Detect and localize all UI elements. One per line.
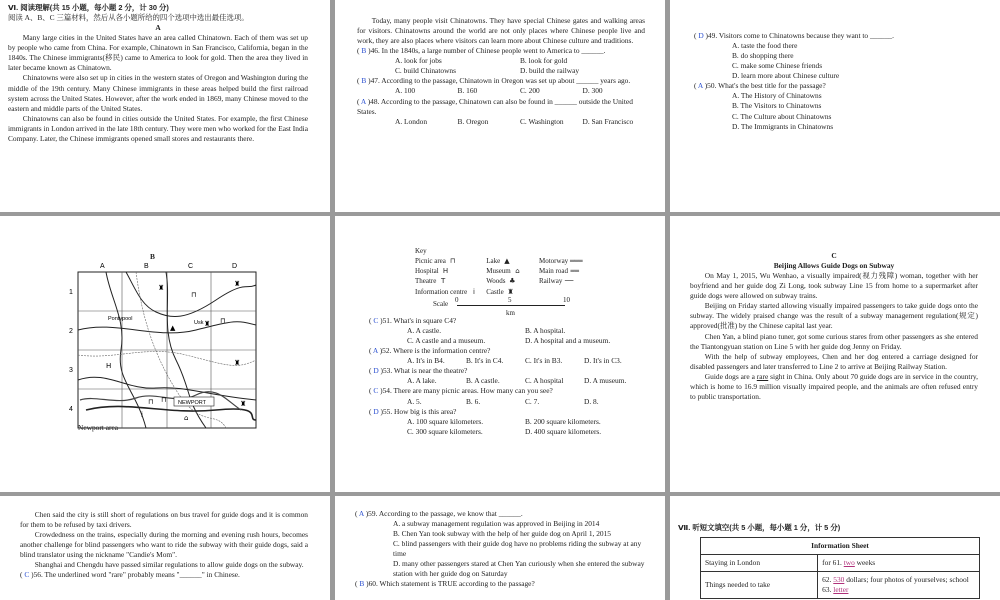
options: A. 100 square kilometers. B. 200 square kilometers. C. 300 square kilometers. D. 400 square kilometers. [407, 416, 602, 436]
paragraph: Crowdedness on the trains, especially during the morning and evening rush hours, becomes another challenge for blind passengers who want to ride the subway with their guide dogs, said a blind translator using the nickname "Candie's Mom". [20, 530, 308, 560]
castle-icon: ♜ [507, 287, 514, 296]
key-item: Theatre T [415, 276, 486, 286]
col-label-b: B [144, 263, 149, 270]
option: B. The Visitors to Chinatowns [732, 101, 822, 111]
section-instruction: 阅读 A、B、C 三篇材料，然后从各小题所给的四个选项中选出最佳选项。 [8, 13, 249, 23]
option: A. taste the food there [732, 41, 798, 51]
museum-icon: ⌂ [184, 414, 189, 422]
answer: D [698, 31, 704, 40]
hospital-icon: H [442, 267, 449, 276]
table-row: Things needed to take 62. 530 dollars; four photos of yourselves; school 63. letter [701, 572, 980, 599]
key-item: Information centre i [415, 287, 486, 297]
answer: A [697, 81, 703, 91]
question-52: ( A )52. Where is the information centre? [369, 346, 491, 356]
passage-label: C [831, 251, 837, 260]
passage-label: B [150, 252, 155, 261]
answer: B [359, 579, 365, 589]
passage-title: Beijing Allows Guide Dogs on Subway [773, 261, 895, 271]
railway-icon: ── [564, 277, 574, 286]
paragraph: Shanghai and Chengdu have passed similar regulations to allow guide dogs on the subway. [34, 560, 304, 570]
place-pontypool: Pontypool [108, 316, 133, 322]
theatre-icon: T [440, 277, 446, 286]
options [357, 56, 645, 76]
paragraph: With the help of subway employees, Chen and her dog entered a carriage designed for disabled passengers and later transferred to Line 2 to arrive at Beijing Railway Station. [690, 351, 978, 371]
option: C. 200 [520, 86, 540, 96]
scale-bar: Scale 0 5 10 km [433, 295, 570, 317]
option: D. San Francisco [582, 116, 634, 126]
answer: D [373, 366, 379, 376]
option: C. Washington [520, 116, 564, 126]
castle-icon: ♜ [204, 320, 211, 328]
option: D. learn more about Chinese culture [732, 71, 840, 81]
row-label-1: 1 [69, 289, 73, 296]
options: A. A lake. B. A castle. C. A hospital D. A museum. [407, 376, 627, 386]
key-item: Castle ♜ [486, 287, 514, 296]
castle-icon: ♜ [234, 280, 241, 288]
question-55: ( D )55. How big is this area? [369, 406, 457, 416]
question-47: ( B )47. According to the passage, Chinatown in Oregon was set up about ______ years ago. [357, 76, 631, 86]
castle-icon: ♜ [240, 400, 247, 408]
key-item: Motorway ═══ [539, 257, 583, 266]
page-passage-b-map [0, 216, 330, 492]
paragraph: On May 1, 2015, Wu Wenhao, a visually impaired(视力残障) woman, together with her boyfriend and her guide dog Zi Long, took subway Line 15 from home to a supermarket after guide dogs were allowed on subway trains. [690, 271, 978, 301]
question-46: ( B )46. In the 1840s, a large number of Chinese people went to America to ______. [357, 46, 606, 56]
key-item: Main road ══ [539, 267, 579, 276]
museum-icon: ⌂ [515, 267, 520, 276]
answer: A [360, 96, 366, 106]
key-item: Hospital H [415, 266, 486, 276]
question-60: ( B )60. Which statement is TRUE according to the passage? [355, 579, 535, 589]
question-56: ( C )56. The underlined word "rare" probably means "______" in Chinese. [20, 570, 240, 580]
picnic-icon: ⊓ [191, 291, 197, 299]
answer: C [24, 570, 30, 580]
option: A. London [395, 116, 428, 126]
question-53: ( D )53. What is near the theatre? [369, 366, 468, 376]
place-usk: Usk [194, 320, 204, 326]
option: B. look for gold [520, 56, 568, 66]
map-key [415, 246, 605, 319]
underlined-word: rare [756, 371, 769, 381]
information-sheet [700, 537, 980, 599]
castle-icon: ♜ [158, 284, 165, 292]
paragraph: Beijing on Friday started allowing visually impaired passengers to take guide dogs onto the subway. The widely praised change was the result of a subway management regulation(规定) approved(批准) by the Chinese capital last year. [690, 301, 978, 331]
page-passage-c-cont [0, 496, 330, 600]
table-row: Staying in London for 61. two weeks [701, 555, 980, 572]
key-title: Key [415, 247, 427, 255]
options: A. a subway management regulation was approved in Beijing in 2014 B. Chen Yan took subway with the help of her guide dog on April 1, 2015 C. blind passengers with their guide dog have no problems riding the subway at any time D. many other passengers stared at Chen Yan curiously when she entered the subway station with her guide dog on Saturday [393, 519, 645, 579]
page-passage-c-questions [335, 496, 665, 600]
option: B. 160 [457, 86, 478, 96]
answer: B [361, 46, 367, 56]
section-listening-title: Ⅶ. 听短文填空(共 5 小题，每小题 1 分，计 5 分) [678, 523, 841, 532]
row-label-2: 2 [69, 328, 73, 335]
col-label-d: D [232, 263, 238, 270]
option: A. 100 [395, 86, 416, 96]
option: A. The History of Chinatowns [732, 91, 822, 101]
key-item: Picnic area ⊓ [415, 256, 486, 266]
row-label-3: 3 [69, 367, 73, 374]
option: C. build Chinatowns [395, 66, 456, 76]
paragraph: Guide dogs are a rare sight in China. Only about 70 guide dogs are in service in the country, which is home to 16.9 million visually impaired people, and the animals are often refused entry to public transportation. [690, 371, 978, 401]
options [694, 41, 960, 81]
paragraph: Chen Yan, a blind piano tuner, got some curious stares from other passengers as she entered the Tiantongyuan station on Line 5 with her guide dog Jenny on Friday. [690, 331, 978, 351]
options: A. A castle. B. A hospital. C. A castle and a museum. D. A hospital and a museum. [407, 326, 611, 346]
option: D. The Immigrants in Chinatowns [732, 121, 834, 131]
newport-map [66, 260, 266, 430]
col-label-a: A [100, 263, 105, 270]
options [694, 91, 960, 131]
info-icon: i [141, 411, 143, 419]
options: A. 5. B. 6. C. 7. D. 8. [407, 396, 599, 406]
hospital-icon: H [106, 362, 112, 370]
question-51: ( C )51. What's in square C4? [369, 316, 457, 325]
paragraph: Today, many people visit Chinatowns. They have special Chinese gates and walking areas for visitors. Chinatowns around the world are not only places where Chinese people live and work, they are also places where visitors can learn more about Chinese culture and traditions. [357, 16, 645, 46]
lake-icon: ▲ [504, 257, 510, 266]
page-passage-b-questions [335, 216, 665, 492]
paragraph: Chinatowns were also set up in cities in the western states of Oregon and Washington during the middle of the 19th century. Many Chinese immigrants in these areas helped build the first railroad system across the United States. However, after the work ended in 1869, many Chinese moved to the eastern and middle parts of the United States. [8, 73, 308, 113]
lake-icon: ▲ [170, 324, 176, 332]
option: D. build the railway [520, 66, 580, 76]
filled-answer: letter [833, 585, 849, 595]
main-road-icon: ══ [570, 267, 579, 276]
answer: C [373, 316, 379, 325]
option: A. look for jobs [395, 56, 442, 66]
question-59: ( A )59. According to the passage, we know that ______. [355, 509, 523, 518]
question-49: ( D )49. Visitors come to Chinatowns because they want to ______. [694, 31, 894, 40]
paragraph: Chen said the city is still short of regulations on bus travel for guide dogs and it is common for them to be refused by taxi drivers. [20, 510, 308, 530]
option: B. do shopping there [732, 51, 794, 61]
section-reading-title: Ⅵ. 阅读理解(共 15 小题，每小题 2 分，计 30 分) [8, 3, 169, 12]
option: B. Oregon [457, 116, 489, 126]
info-icon: i [473, 287, 475, 296]
place-newport: NEWPORT [178, 400, 207, 406]
answer: A [372, 346, 378, 356]
question-54: ( C )54. There are many picnic areas. How many can you see? [369, 386, 553, 396]
filled-answer: two [843, 558, 855, 568]
options: A. It's in B4. B. It's in C4. C. It's in B3. D. It's in C3. [407, 356, 622, 366]
paragraph: Many large cities in the United States have an area called Chinatown. Each of them was set up by people who came from China. For example, Chinatown in San Francisco, California, began in the 1840s. The Chinese immigrants(移民) came to America to look for gold. Then the area they lived in later became known as Chinatown. [8, 33, 308, 73]
motorway-icon: ═══ [569, 257, 583, 266]
key-item: Railway ── [539, 277, 574, 286]
woods-icon: ♣ [509, 277, 516, 286]
page-passage-a [0, 0, 330, 212]
col-label-c: C [188, 263, 194, 270]
page-passage-a-questions [335, 0, 665, 212]
option: C. The Culture about Chinatowns [732, 111, 832, 121]
key-item: Lake ▲ [486, 256, 539, 266]
paragraph: Chinatowns can also be found in cities outside the United States. For example, the first Chinese immigrants in London arrived in the late 18th century. They were men who worked for the East India Company. Later, the Chinese immigrants opened small stores and restaurants there. [8, 113, 308, 143]
answer: A [358, 509, 364, 518]
question-50: ( A )50. What's the best title for the passage? [694, 81, 826, 91]
row-label-4: 4 [69, 406, 73, 413]
question-48: ( A )48. According to the passage, Chinatown can also be found in ______ outside the United States. [357, 96, 633, 116]
answer: C [373, 386, 379, 396]
page-passage-c [670, 216, 1000, 492]
page-passage-a-questions-2 [670, 0, 1000, 212]
picnic-icon: ⊓ [220, 317, 226, 325]
picnic-icon: ⊓ [161, 396, 167, 404]
option: D. 300 [582, 86, 603, 96]
picnic-icon: ⊓ [148, 398, 154, 406]
answer: D [373, 406, 379, 416]
key-item: Museum ⌂ [486, 266, 539, 276]
options [357, 86, 645, 96]
map-caption: Newport area [78, 423, 119, 432]
answer: B [361, 76, 367, 86]
options [357, 117, 645, 127]
page-listening [670, 496, 1000, 600]
filled-answer: 530 [833, 575, 845, 585]
table-title: Information Sheet [701, 538, 980, 555]
option: C. make some Chinese friends [732, 61, 823, 71]
picnic-icon: ⊓ [449, 257, 456, 266]
key-item: Woods ♣ [486, 277, 516, 286]
passage-label: A [155, 23, 161, 33]
castle-icon: ♜ [234, 359, 241, 367]
